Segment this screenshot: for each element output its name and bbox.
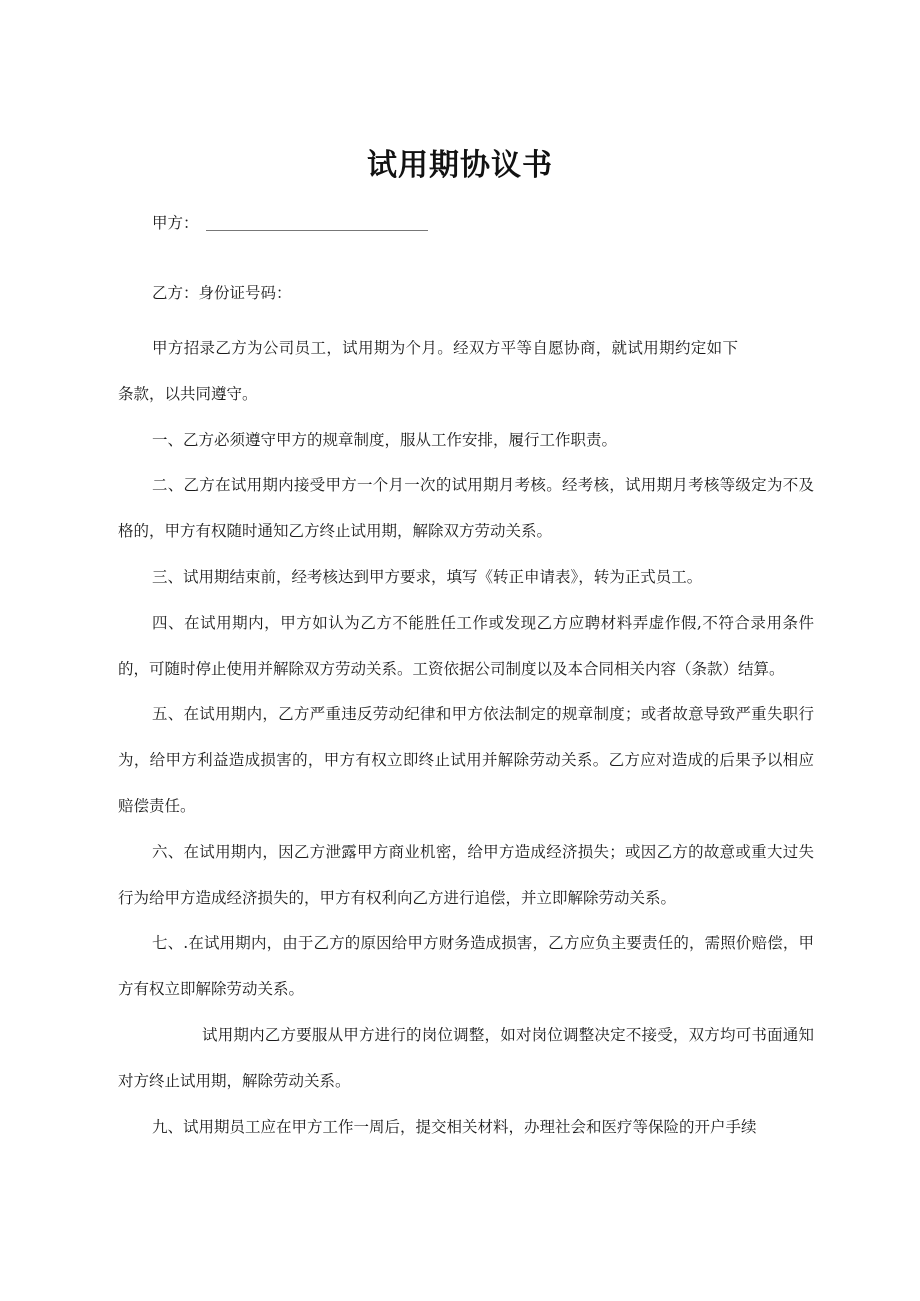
clause-6-paragraph: 六、在试用期内，因乙方泄露甲方商业机密，给甲方造成经济损失；或因乙方的故意或重大过失行为给甲方造成经济损失的，甲方有权利向乙方进行追偿，并立即解除劳动关系。 [118, 842, 814, 907]
clause-1-paragraph: 一、乙方必须遵守甲方的规章制度，服从工作安排，履行工作职责。 [152, 430, 618, 449]
clause-5-paragraph: 五、在试用期内，乙方严重违反劳动纪律和甲方依法制定的规章制度；或者故意导致严重失职行为，给甲方利益造成损害的，甲方有权立即终止试用并解除劳动关系。乙方应对造成的后果予以相应赔偿责任。 [118, 705, 814, 815]
party-a-blank-line [206, 230, 428, 231]
document-body [118, 326, 814, 1150]
clause-2-paragraph: 二、乙方在试用期内接受甲方一个月一次的试用期月考核。经考核，试用期月考核等级定为不及格的，甲方有权随时通知乙方终止试用期，解除双方劳动关系。 [118, 476, 814, 541]
intro-paragraph: 甲方招录乙方为公司员工，试用期为个月。经双方平等自愿协商，就试用期约定如下条款，以共同遵守。 [118, 339, 738, 403]
clause-9-paragraph: 九、试用期员工应在甲方工作一周后，提交相关材料，办理社会和医疗等保险的开户手续 [152, 1117, 757, 1136]
clause-7-paragraph: 七、.在试用期内，由于乙方的原因给甲方财务造成损害，乙方应负主要责任的，需照价赔偿，甲方有权立即解除劳动关系。 [118, 934, 814, 999]
clause-3-paragraph: 三、试用期结束前，经考核达到甲方要求，填写《转正申请表》，转为正式员工。 [152, 567, 703, 586]
clause-8-paragraph: 试用期内乙方要服从甲方进行的岗位调整，如对岗位调整决定不接受，双方均可书面通知对方终止试用期，解除劳动关系。 [118, 1025, 814, 1090]
clause-4-paragraph: 四、在试用期内，甲方如认为乙方不能胜任工作或发现乙方应聘材料弄虚作假,不符合录用条件的，可随时停止使用并解除双方劳动关系。工资依据公司制度以及本合同相关内容（条款）结算。 [118, 613, 814, 678]
party-a-label: 甲方： [152, 214, 199, 232]
document-title: 试用期协议书 [367, 148, 553, 183]
party-b-line: 乙方：身份证号码： [152, 284, 292, 302]
